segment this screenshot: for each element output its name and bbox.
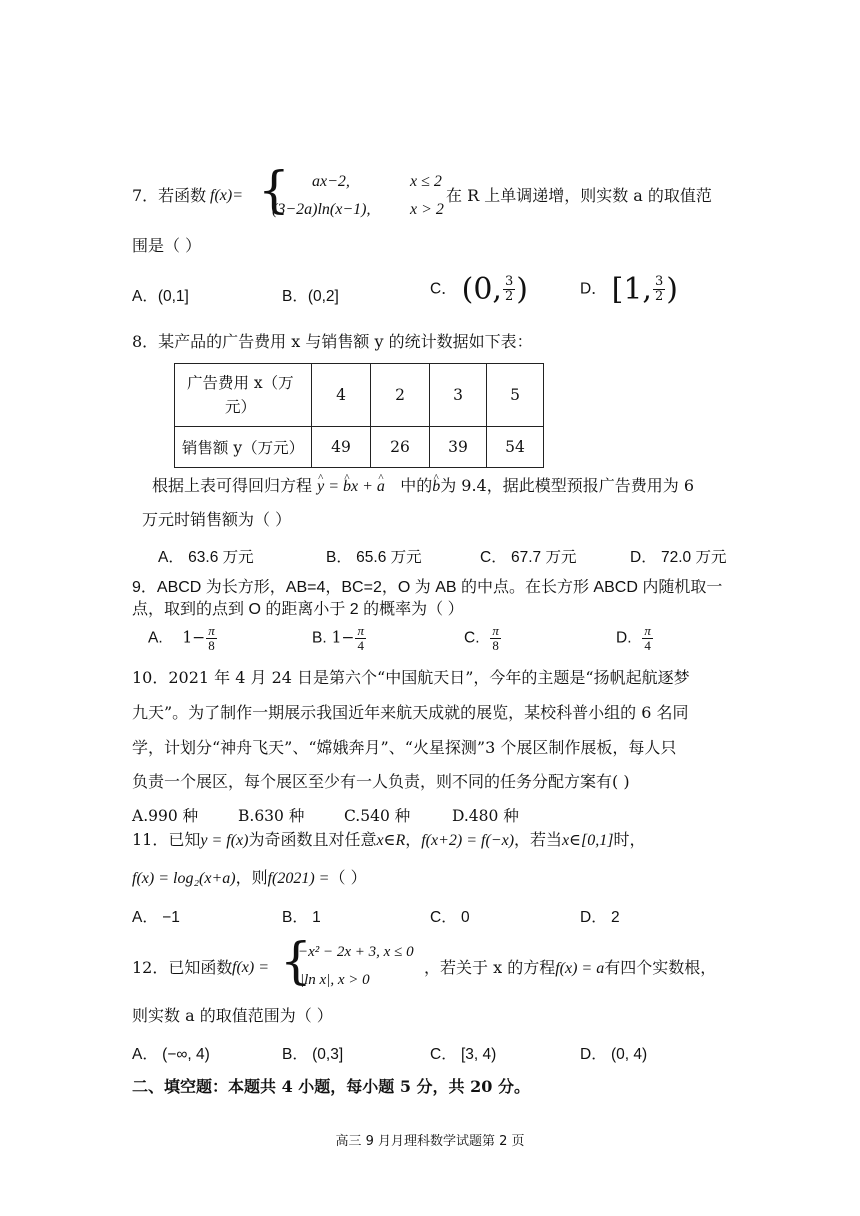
q12-option-b: B． (0,3]	[282, 1046, 344, 1063]
q12-suffix: ，若关于 x 的方程f(x) = a有四个实数根，	[424, 958, 717, 977]
q10-line1: 10．2021 年 4 月 24 日是第六个“中国航天日”，今年的主题是“扬帆起航逐梦	[132, 668, 690, 687]
q8-stem: 8．某产品的广告费用 x 与销售额 y 的统计数据如下表：	[132, 332, 533, 351]
q7-option-c: C． (0, $\frac{3}{2}$ )	[430, 272, 528, 307]
q12-brace: {	[280, 932, 312, 990]
q8-data-table	[174, 363, 544, 468]
q9-option-b: B. 1− $\frac{\pi}{4}$	[312, 623, 364, 653]
q7-case2-expr: (3−2a)ln(x−1),	[272, 201, 371, 218]
table-cell: 销售额 y（万元）	[175, 427, 312, 468]
q10-option-b: B.630 种	[238, 807, 305, 825]
table-cell: 54	[487, 427, 544, 468]
q11-option-a: A． −1	[132, 909, 180, 926]
q12-option-d: D． (0, 4)	[580, 1046, 648, 1063]
q7-case1-cond: x ≤ 2	[410, 173, 442, 190]
q8-text1: 根据上表可得回归方程 ^ y = ^ bx + ^ a 中的^ b为 9.4，据此模型预报广告费用为 6	[152, 476, 694, 497]
q7-f-lhs: f(x)=	[210, 187, 243, 204]
q8-text2: 万元时销售额为（ ）	[142, 510, 292, 529]
q10-option-c: C.540 种	[344, 807, 411, 825]
q11-line2: f(x) = log₂(x+a)，则f(2021) =（ ）	[132, 868, 367, 887]
q9-line2: 点，取到的点到 O 的距离小于 2 的概率为（ ）	[132, 601, 464, 618]
q9-line1: 9．ABCD 为长方形，AB=4，BC=2，O 为 AB 的中点。在长方形 ABCD 内随机取一	[132, 579, 723, 596]
table-cell: 49	[312, 427, 371, 468]
q11-option-d: D． 2	[580, 909, 620, 926]
q7-brace: {	[258, 161, 290, 219]
q7-case2-cond: x > 2	[410, 201, 444, 218]
q7-line2: 围是（ ）	[132, 236, 202, 255]
q10-option-a: A.990 种	[132, 807, 199, 825]
q9-option-a: A. 1− $\frac{\pi}{8}$	[148, 623, 215, 653]
q7-case1-expr: ax−2,	[312, 173, 350, 190]
q8-option-a: A． 63.6 万元	[158, 549, 254, 566]
table-cell: 39	[430, 427, 487, 468]
q8-option-c: C． 67.7 万元	[480, 549, 577, 566]
q9-option-c: C. $\frac{\pi}{8}$	[464, 623, 499, 653]
table-row	[175, 427, 544, 468]
q10-option-d: D.480 种	[452, 807, 519, 825]
q12-case1: −x² − 2x + 3, x ≤ 0	[298, 944, 414, 960]
q12-f-lhs: f(x) =	[232, 959, 269, 976]
q10-line2: 九天”。为了制作一期展示我国近年来航天成就的展览，某校科普小组的 6 名同	[132, 703, 689, 722]
q7-option-a: A．(0,1]	[132, 288, 189, 305]
q8-option-d: D． 72.0 万元	[630, 549, 727, 566]
q11-option-b: B． 1	[282, 909, 321, 926]
q10-line4: 负责一个展区，每个展区至少有一人负责，则不同的任务分配方案有( )	[132, 772, 630, 791]
table-row	[175, 364, 544, 427]
table-cell: 2	[371, 364, 430, 427]
table-cell: 广告费用 x（万 元）	[175, 364, 312, 427]
table-cell: 5	[487, 364, 544, 427]
table-cell: 3	[430, 364, 487, 427]
q7-option-d: D． [1, $\frac{3}{2}$ )	[580, 272, 678, 307]
q7-prefix: 7．若函数	[132, 186, 207, 205]
q9-option-d: D. $\frac{\pi}{4}$	[616, 623, 651, 653]
q12-option-c: C． [3, 4)	[430, 1046, 497, 1063]
q8-option-b: B． 65.6 万元	[326, 549, 422, 566]
q7-option-b: B．(0,2]	[282, 288, 339, 305]
q7-suffix: 在 R 上单调递增，则实数 a 的取值范	[446, 186, 712, 205]
section-heading: 二、填空题：本题共 4 小题，每小题 5 分，共 20 分。	[132, 1077, 530, 1096]
q12-case2: |ln x|, x > 0	[300, 972, 370, 988]
q10-line3: 学，计划分“神舟飞天”、“嫦娥奔月”、“火星探测”3 个展区制作展板，每人只	[132, 738, 677, 757]
page-footer: 高三 9 月月理科数学试题第 2 页	[335, 1134, 525, 1149]
q12-prefix: 12．已知函数	[132, 958, 233, 977]
q12-line2: 则实数 a 的取值范围为（ ）	[132, 1006, 333, 1025]
table-cell: 26	[371, 427, 430, 468]
q11-line1: 11．已知y = f(x)为奇函数且对任意x∈R，f(x+2) = f(−x)，若当x∈[0,1]时，	[132, 830, 646, 849]
table-cell: 4	[312, 364, 371, 427]
q11-option-c: C． 0	[430, 909, 470, 926]
q12-option-a: A． (−∞, 4)	[132, 1046, 210, 1063]
